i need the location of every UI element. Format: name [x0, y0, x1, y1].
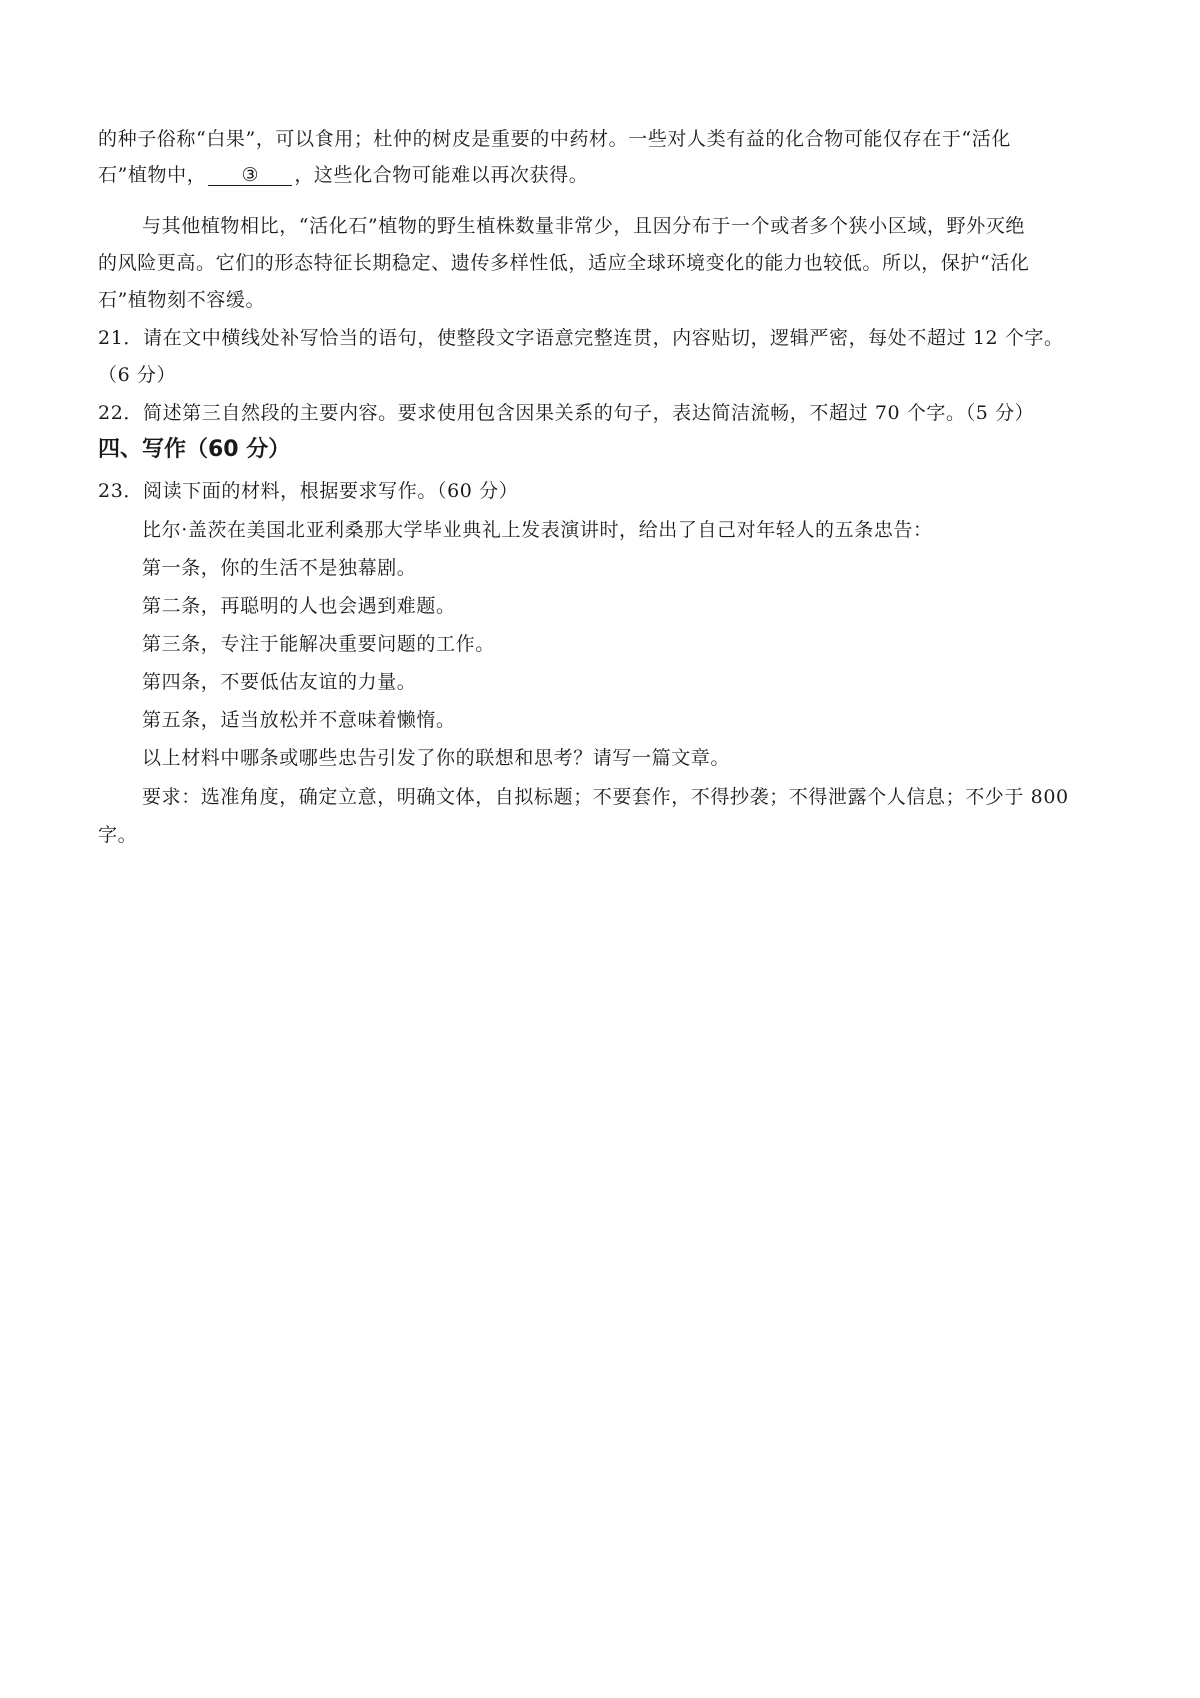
- passage-p2-line3: 石”植物刻不容缓。: [98, 289, 266, 311]
- question-21-line1: 21．请在文中横线处补写恰当的语句，使整段文字语意完整连贯，内容贴切，逻辑严密，每处不超过 12 个字。: [98, 327, 1064, 349]
- requirements-line2: 字。: [98, 824, 138, 846]
- passage-p1-line2-post: ，这些化合物可能难以再次获得。: [294, 164, 589, 186]
- passage-p1-line1: 的种子俗称“白果”，可以食用；杜仲的树皮是重要的中药材。一些对人类有益的化合物可能仅存在于“活化: [98, 128, 1011, 150]
- advice-item-2: 第二条，再聪明的人也会遇到难题。: [142, 595, 456, 617]
- passage-p1-line2-pre: 石”植物中，: [98, 164, 207, 186]
- advice-item-4: 第四条，不要低估友谊的力量。: [142, 671, 417, 693]
- question-23: 23．阅读下面的材料，根据要求写作。（60 分）: [98, 480, 519, 502]
- advice-item-1: 第一条，你的生活不是独幕剧。: [142, 557, 417, 579]
- writing-prompt: 以上材料中哪条或哪些忠告引发了你的联想和思考？请写一篇文章。: [142, 747, 731, 769]
- requirements-line1: 要求：选准角度，确定立意，明确文体，自拟标题；不要套作，不得抄袭；不得泄露个人信息；不少于 800: [142, 786, 1069, 808]
- section-4-heading: 四、写作（60 分）: [98, 437, 291, 462]
- fill-blank-3[interactable]: ③: [208, 165, 292, 186]
- question-21-line2: （6 分）: [98, 364, 177, 386]
- advice-item-3: 第三条，专注于能解决重要问题的工作。: [142, 633, 495, 655]
- passage-p2-line2: 的风险更高。它们的形态特征长期稳定、遗传多样性低，适应全球环境变化的能力也较低。所以，保护“活化: [98, 252, 1030, 274]
- advice-item-5: 第五条，适当放松并不意味着懒惰。: [142, 709, 456, 731]
- question-22: 22．简述第三自然段的主要内容。要求使用包含因果关系的句子，表达简洁流畅，不超过 70 个字。（5 分）: [98, 402, 1035, 424]
- passage-p2-line1: 与其他植物相比，“活化石”植物的野生植株数量非常少，且因分布于一个或者多个狭小区域，野外灭绝: [142, 215, 1026, 237]
- passage-p1-line2: [98, 162, 588, 188]
- material-intro: 比尔·盖茨在美国北亚利桑那大学毕业典礼上发表演讲时，给出了自己对年轻人的五条忠告：: [142, 519, 933, 541]
